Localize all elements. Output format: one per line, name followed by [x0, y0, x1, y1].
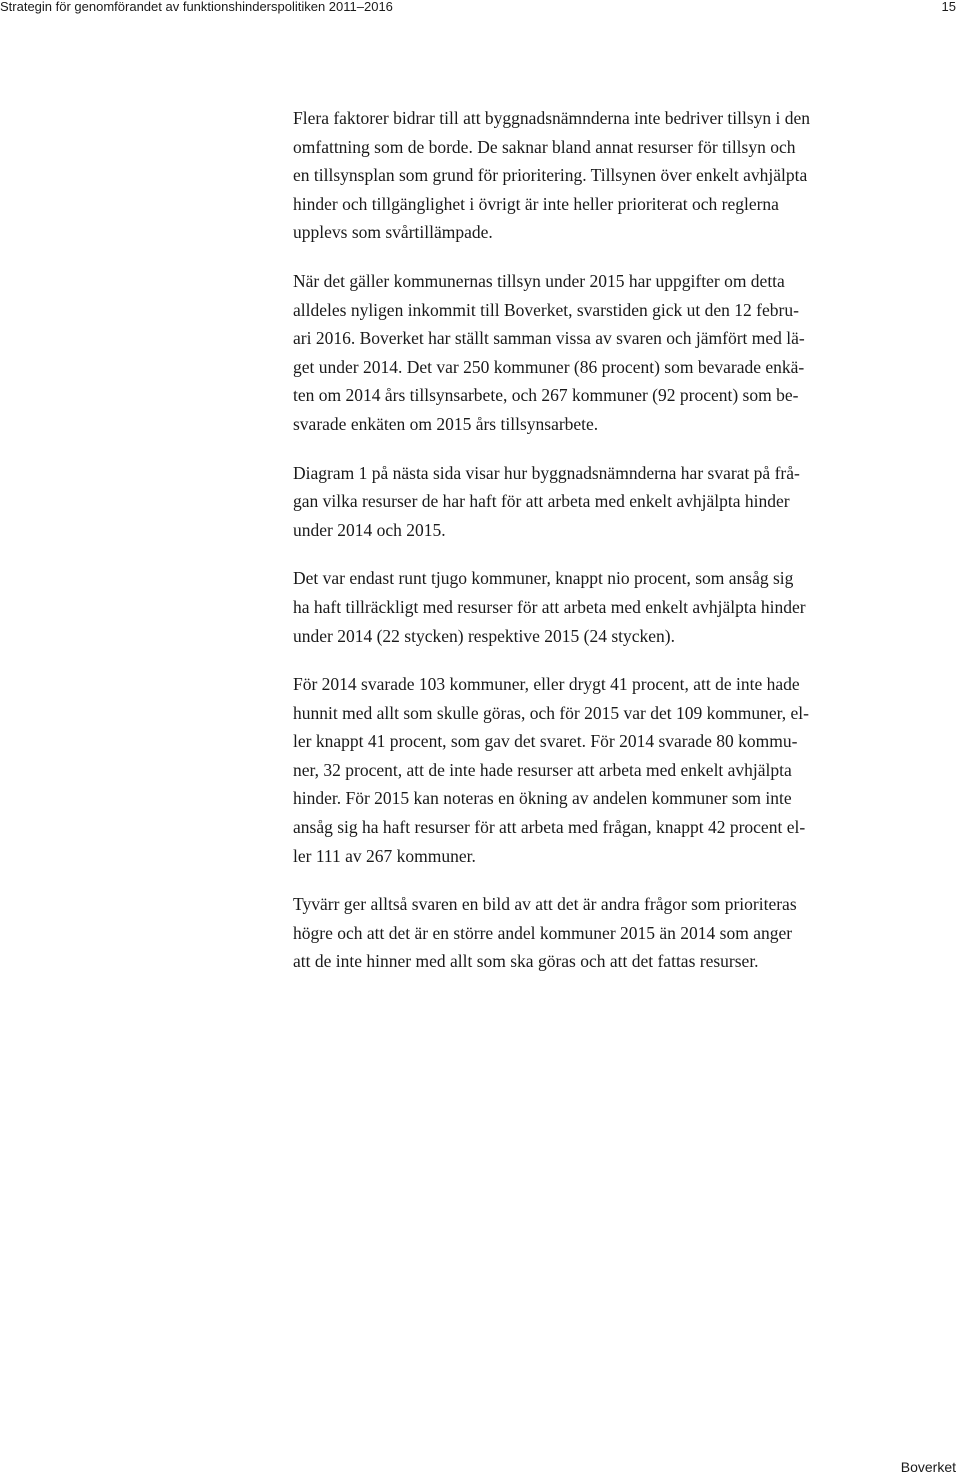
- text-line: Diagram 1 på nästa sida visar hur byggnadsnämnderna har svarat på frå-: [293, 462, 800, 483]
- text-line: alldeles nyligen inkommit till Boverket, svarstiden gick ut den 12 febru-: [293, 299, 799, 320]
- text-line: en tillsynsplan som grund för prioritering. Tillsynen över enkelt avhjälpta: [293, 165, 808, 186]
- text-line: ansåg sig ha haft resurser för att arbeta med frågan, knappt 42 procent el-: [293, 817, 806, 838]
- text-line: När det gäller kommunernas tillsyn under 2015 har uppgifter om detta: [293, 270, 785, 291]
- paragraph: [293, 267, 908, 439]
- text-line: ari 2016. Boverket har ställt samman vissa av svaren och jämfört med lä-: [293, 328, 805, 349]
- text-line: ler knappt 41 procent, som gav det svaret. För 2014 svarade 80 kommu-: [293, 731, 798, 752]
- footer-organization: Boverket: [900, 1459, 956, 1475]
- document-title: Strategin för genomförandet av funktionshinderspolitiken 2011–2016: [0, 0, 393, 14]
- paragraph: [293, 104, 908, 247]
- text-line: get under 2014. Det var 250 kommuner (86 procent) som bevarade enkä-: [293, 356, 805, 377]
- paragraph: [293, 459, 908, 545]
- text-line: omfattning som de borde. De saknar bland annat resurser för tillsyn och: [293, 136, 796, 157]
- text-line: hinder och tillgänglighet i övrigt är inte heller prioriterat och reglerna: [293, 193, 779, 214]
- text-line: under 2014 (22 stycken) respektive 2015 (24 stycken).: [293, 625, 675, 646]
- text-line: Flera faktorer bidrar till att byggnadsnämnderna inte bedriver tillsyn i den: [293, 108, 811, 128]
- running-header: [0, 0, 960, 14]
- text-line: Det var endast runt tjugo kommuner, knappt nio procent, som ansåg sig: [293, 568, 794, 589]
- text-line: under 2014 och 2015.: [293, 519, 446, 540]
- paragraph: [293, 564, 908, 650]
- text-line: ner, 32 procent, att de inte hade resurser att arbeta med enkelt avhjälpta: [293, 759, 792, 780]
- text-line: ten om 2014 års tillsynsarbete, och 267 kommuner (92 procent) som be-: [293, 385, 799, 406]
- text-line: att de inte hinner med allt som ska göras och att det fattas resurser.: [293, 951, 759, 972]
- body-text: [293, 104, 908, 996]
- paragraph: [293, 890, 908, 976]
- text-line: ler 111 av 267 kommuner.: [293, 845, 476, 866]
- text-line: Tyvärr ger alltså svaren en bild av att det är andra frågor som prioriteras: [293, 894, 797, 915]
- text-line: hunnit med allt som skulle göras, och för 2015 var det 109 kommuner, el-: [293, 702, 809, 723]
- text-line: För 2014 svarade 103 kommuner, eller drygt 41 procent, att de inte hade: [293, 674, 800, 695]
- text-line: hinder. För 2015 kan noteras en ökning av andelen kommuner som inte: [293, 788, 792, 809]
- paragraph: [293, 670, 908, 870]
- page-number: 15: [941, 0, 956, 14]
- text-line: gan vilka resurser de har haft för att arbeta med enkelt avhjälpta hinder: [293, 491, 790, 512]
- text-line: ha haft tillräckligt med resurser för att arbeta med enkelt avhjälpta hinder: [293, 596, 806, 617]
- text-line: upplevs som svårtillämpade.: [293, 222, 493, 243]
- text-line: högre och att det är en större andel kommuner 2015 än 2014 som anger: [293, 922, 793, 943]
- text-line: svarade enkäten om 2015 års tillsynsarbete.: [293, 413, 599, 434]
